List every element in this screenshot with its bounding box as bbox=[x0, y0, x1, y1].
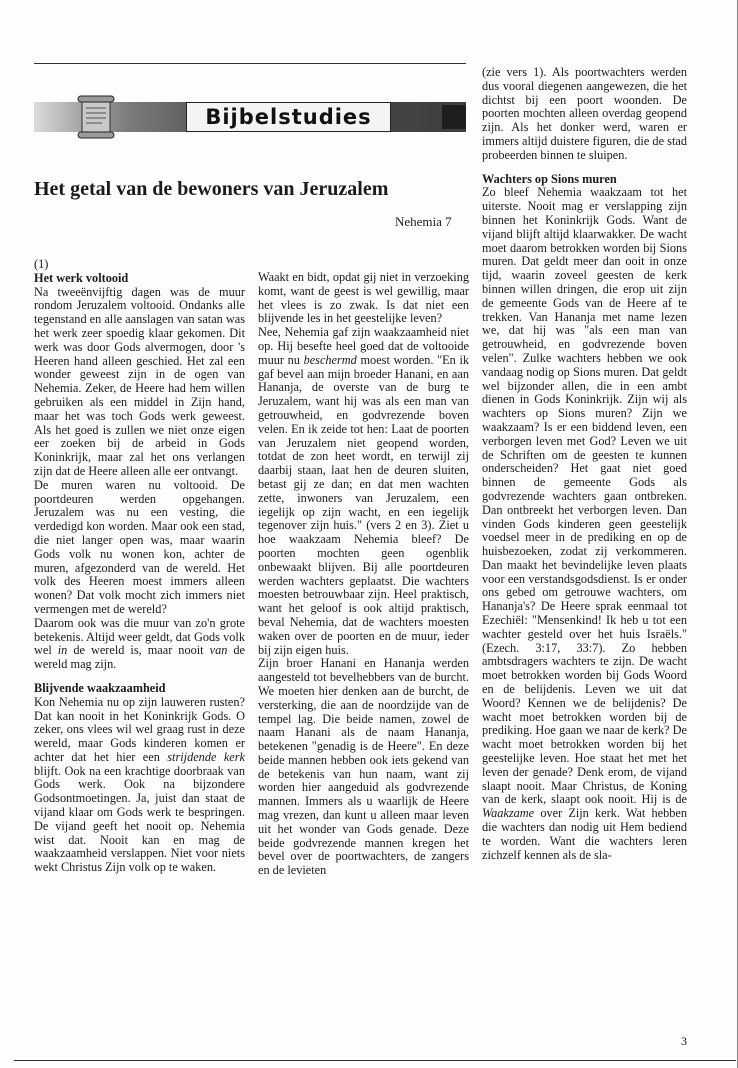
banner-square bbox=[442, 105, 466, 129]
heading-blijvende-waakzaamheid: Blijvende waakzaamheid bbox=[34, 680, 166, 695]
bible-reference: Nehemia 7 bbox=[395, 214, 452, 229]
section-banner bbox=[34, 102, 466, 132]
paragraph: Zo bleef Nehemia waakzaam tot het uiterste. Nooit mag er verslapping zijn binnen het Koninkrijk Gods. Want de vijand blijft altijd klaarwakker. De wacht moet daarom betrokken worden bij Sions muren. Dat geldt meer dan ooit in onze tijd, waarin zoveel geesten de kerk binnen willen dringen, die erop uit zijn de gemeente Gods van de Heere af te trekken. Van Hananja met name lezen we, dat hij was "als een man van getrouwheid, en godvrezende boven velen". Zulke wachters hebben we ook vandaag nodig op Sions muren. Dat geldt wel bijzonder allen, die in een ambt dienen in Gods Koninkrijk. Zijn wij als wachters op Sions muren? Zijn we waakzaam? Is er een biddend leven, een verborgen leven met God? Leven we uit de Schriften om de geesten te kunnen onderscheiden? Het gaat niet goed binnen de gemeente Gods als godvrezende wachters gaan ontbreken. Dan ontbreekt het verborgen leven. Dan vinden Gods kinderen geen geestelijk voedsel meer in de prediking en op de huisbezoeken, zodat zij verkommeren. Dan maakt het bevindelijke leven plaats voor een verstandsgodsdienst. Is er onder ons gebed om getrouwe wachters, om Hananja's? De Heere sprak eenmaal tot Ezechiël: "Mensenkind! Ik heb u tot een wachter gesteld over het huis Israëls." (Ezech. 3:17, 33:7). Zo hebben ambtsdragers wachters te zijn. De wacht moet betrokken worden bij Gods Woord en de belijdenis. Leven we uit dat Woord? Kennen we de belijdenis? De wacht moet betrokken worden bij de prediking. Hoe gaan we naar de kerk? De wacht moet betrokken worden bij het geestelijke leven. Hoe staat het met het leven der genade? Denk erom, de vijand slaapt nooit. Maar Christus, de Koning van de kerk, slaapt ook nooit. Hij is de Waakzame over Zijn kerk. Wat hebben die wachters dan nodig uit Hem bediend te worden. Want die wachters leren zichzelf kennen als de sla- bbox=[482, 185, 687, 862]
column-2 bbox=[258, 271, 469, 878]
paragraph: Daarom ook was die muur van zo'n grote betekenis. Altijd weer geldt, dat Gods volk wel in de wereld is, maar nooit van de wereld mag zijn. bbox=[34, 615, 245, 672]
paragraph: Na tweeënvijftig dagen was de muur rondom Jeruzalem voltooid. Ondanks alle tegenstand en alle aanslagen van satan was het werk zeer spoedig klaar gekomen. Dit werk was door Gods alvermogen, door 's Heeren hand alleen geschied. Het zal een wonder geweest zijn in de ogen van Nehemia. Zeker, de Heere had hem willen gebruiken als een middel in Zijn hand, maar het was toch Gods werk geweest. Als het goed is zullen we niet onze eigen eer zoeken bij de arbeid in Gods Koninkrijk, maar zal het ons verlangen zijn dat de Heere alleen alle eer ontvangt. bbox=[34, 284, 246, 478]
article-title: Het getal van de bewoners van Jeruzalem bbox=[34, 178, 389, 200]
scroll-icon bbox=[74, 94, 118, 140]
heading-wachters-op-sions-muren: Wachters op Sions muren bbox=[482, 171, 617, 186]
bottom-rule bbox=[14, 1060, 736, 1061]
paragraph: Nee, Nehemia gaf zijn waakzaamheid niet op. Hij besefte heel goed dat de voltooide muur nu beschermd moest worden. "En ik gaf bevel aan mijn broeder Hanani, en aan Hananja, de overste van de burg te Jeruzalem, want hij was als een man van getrouwheid, en godvrezende boven velen. En ik zeide tot hen: Laat de poorten van Jeruzalem niet geopend worden, totdat de zon heet wordt, en terwijl zij daarbij staan, laat hen de deuren sluiten, betast gij ze dan; en dat men wachten zette, inwoners van Jeruzalem, een iegelijk op zijn wacht, en een iegelijk tegenover zijn huis." (vers 2 en 3). Ziet u hoe waakzaam Nehemia bleef? De poorten mochten geen ogenblik onbewaakt blijven. Bij alle poortdeuren werden wachters geplaatst. Die wachters moesten betrouwbaar zijn. Heel praktisch, want het geloof is ook altijd praktisch, beval Nehemia, dat de wachters moesten waken over de poorten en de muur, ieder bij zijn eigen huis. bbox=[258, 325, 470, 657]
top-rule bbox=[34, 63, 466, 64]
column-3 bbox=[482, 66, 687, 862]
paragraph: (zie vers 1). Als poortwachters werden dus vooral diegenen aangewezen, die het dichtst bij een poort woonden. De poorten mochten alleen overdag geopend zijn. Als het donker werd, waren er immers altijd duistere figuren, die de stad probeerden binnen te sluipen. bbox=[482, 65, 687, 162]
column-1 bbox=[34, 258, 245, 875]
heading-het-werk-voltooid: Het werk voltooid bbox=[34, 270, 129, 285]
paragraph: De muren waren nu voltooid. De poortdeuren werden opgehangen. Jeruzalem was nu een vesting, die verdedigd kon worden. Maar ook een stad, die niet langer open was, maar waarin Gods volk nu wonen kon, achter de muren, afgezonderd van de wereld. Het volk des Heeren moest immers alleen wonen? Dat volk mocht zich immers niet vermengen met de wereld? bbox=[34, 477, 245, 616]
section-title: Bijbelstudies bbox=[186, 102, 391, 132]
paragraph: Waakt en bidt, opdat gij niet in verzoeking komt, want de geest is wel gewillig, maar het vlees is zo zwak. Is dat niet een blijvende les in het geestelijke leven? bbox=[258, 270, 469, 326]
page-number: 3 bbox=[681, 1034, 687, 1048]
section-number: (1) bbox=[34, 257, 49, 271]
paragraph: Zijn broer Hanani en Hananja werden aangesteld tot bevelhebbers van de burcht. We moeten hier denken aan de burcht, de versterking, die aan de noordzijde van de tempel lag. Die beide namen, zowel de naam Hanani als de naam Hananja, betekenen "genadig is de Heere". En deze beide mannen hebben ook iets gekend van de betekenis van hun naam, want zij worden hier aangeduid als godvrezende mannen. Immers als u waarlijk de Heere mag vrezen, dan kunt u alleen maar leven uit het wonder van Gods genade. Deze beide godvrezende mannen kregen het bevel over de poortwachters, de zangers en de levieten bbox=[258, 656, 469, 878]
paragraph: Kon Nehemia nu op zijn lauweren rusten? Dat kan nooit in het Koninkrijk Gods. O zeker, ons vlees wil wel graag rust in deze wereld, maar Gods kinderen komen er achter dat het hier een strijdende kerk blijft. Ook na een krachtige doorbraak van Gods werk. Ook na bijzondere Godsontmoetingen. Ja, juist dan staat de vijand klaar om Gods werk te bespringen. De vijand geeft het nooit op. Nehemia wist dat. Nooit kan en mag de waakzaamheid verslappen. Niet voor niets wekt Christus Zijn volk op te waken. bbox=[34, 694, 245, 875]
